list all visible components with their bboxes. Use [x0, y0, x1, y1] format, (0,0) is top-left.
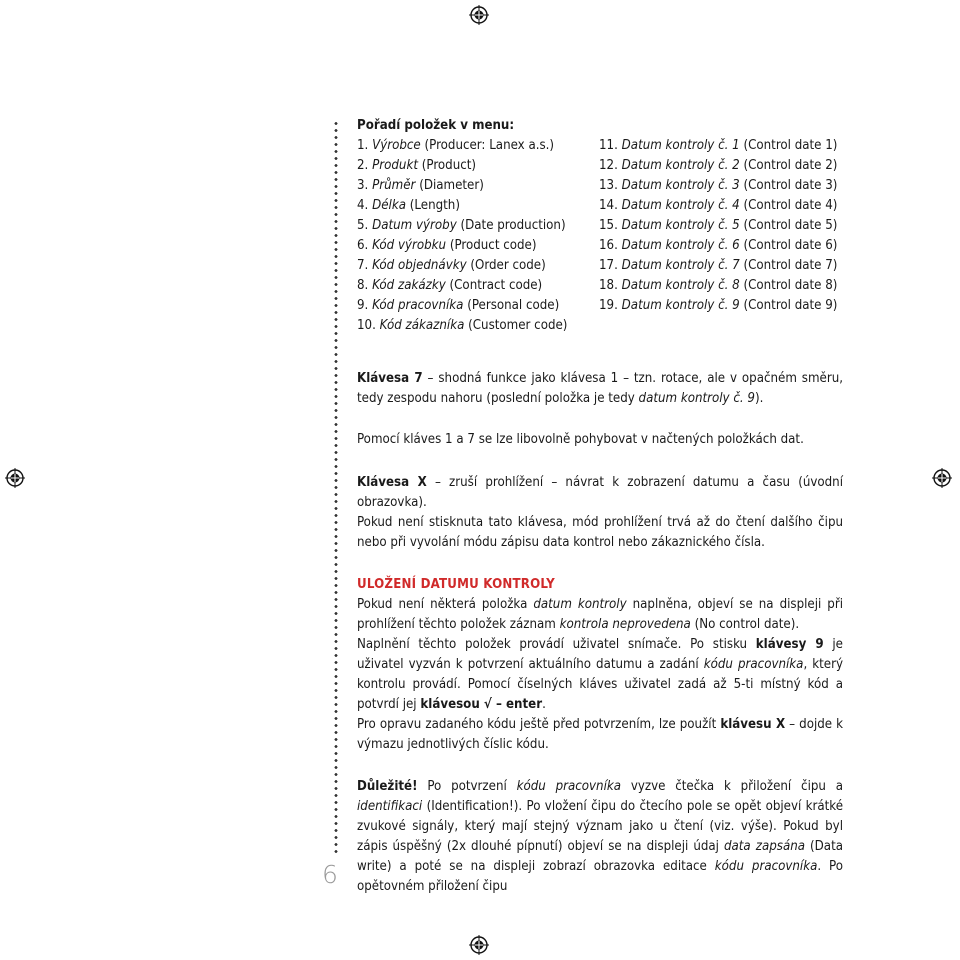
menu-item: 17. Datum kontroly č. 7 (Control date 7) — [599, 258, 838, 273]
menu-item: 18. Datum kontroly č. 8 (Control date 8) — [599, 278, 838, 293]
registration-mark-top — [469, 5, 489, 25]
menu-item: 3. Průměr (Diameter) — [357, 178, 484, 193]
menu-item: 7. Kód objednávky (Order code) — [357, 258, 546, 273]
menu-item: 16. Datum kontroly č. 6 (Control date 6) — [599, 238, 838, 253]
registration-mark-left — [5, 468, 25, 488]
key7-paragraph: Klávesa 7 – shodná funkce jako klávesa 1 – tzn. rotace, ale v opačném směru, tedy zespodu nahoru (poslední položka je tedy datum kontroly č. 9). — [357, 371, 843, 406]
menu-item: 19. Datum kontroly č. 9 (Control date 9) — [599, 298, 838, 313]
registration-mark-bottom — [469, 935, 489, 955]
registration-mark-right — [932, 468, 952, 488]
page-number: 6 — [322, 860, 338, 889]
menu-item: 11. Datum kontroly č. 1 (Control date 1) — [599, 138, 838, 153]
keyx-paragraph: Klávesa X – zruší prohlížení – návrat k zobrazení datumu a času (úvodní obrazovka). — [357, 475, 843, 510]
section-paragraph-2: Naplnění těchto položek provádí uživatel snímače. Po stisku klávesy 9 je uživatel vyzván k potvrzení aktuálního datumu a zadání kódu pracovníka, který kontrolu provádí. Pomocí číselných kláves uživatel zadá až 5-ti místný kód a potvrdí jej klávesou √ – enter. — [357, 637, 843, 712]
menu-title: Pořadí položek v menu: — [357, 118, 515, 133]
menu-item: 5. Datum výroby (Date production) — [357, 218, 566, 233]
menu-item: 1. Výrobce (Producer: Lanex a.s.) — [357, 138, 555, 153]
menu-item: 15. Datum kontroly č. 5 (Control date 5) — [599, 218, 838, 233]
section-paragraph-3: Pro opravu zadaného kódu ještě před potvrzením, lze použít klávesu X – dojde k výmazu jednotlivých číslic kódu. — [357, 717, 843, 752]
menu-item: 6. Kód výrobku (Product code) — [357, 238, 537, 253]
keys-note-paragraph: Pomocí kláves 1 a 7 se lze libovolně pohybovat v načtených položkách dat. — [357, 432, 804, 447]
menu-left-column — [357, 136, 595, 336]
keyx-note-paragraph: Pokud není stisknuta tato klávesa, mód prohlížení trvá až do čtení dalšího čipu nebo při vyvolání módu zápisu data kontrol nebo zákaznického čísla. — [357, 515, 843, 550]
menu-item: 4. Délka (Length) — [357, 198, 460, 213]
menu-item: 10. Kód zákazníka (Customer code) — [357, 318, 568, 333]
menu-item: 12. Datum kontroly č. 2 (Control date 2) — [599, 158, 838, 173]
section-paragraph-1: Pokud není některá položka datum kontroly naplněna, objeví se na displeji při prohlížení těchto položek záznam kontrola neprovedena (No control date). — [357, 597, 843, 632]
section-heading: ULOŽENÍ DATUMU KONTROLY — [357, 577, 555, 592]
important-paragraph: Důležité! Po potvrzení kódu pracovníka vyzve čtečka k přiložení čipu a identifikaci (Identification!). Po vložení čipu do čtecího pole se opět objeví krátké zvukové signály, který mají stejný význam jako u čtení (viz. výše). Pokud byl zápis úspěšný (2x dlouhé pípnutí) objeví se na displeji údaj data zapsána (Data write) a poté se na displeji zobrazí obrazovka editace kódu pracovníka. Po opětovném přiložení čipu — [357, 779, 844, 894]
dotted-margin-line — [334, 120, 338, 855]
menu-columns — [357, 136, 843, 336]
menu-item: 13. Datum kontroly č. 3 (Control date 3) — [599, 178, 838, 193]
menu-right-column — [595, 136, 843, 336]
menu-item: 9. Kód pracovníka (Personal code) — [357, 298, 560, 313]
menu-item: 8. Kód zakázky (Contract code) — [357, 278, 543, 293]
menu-item: 14. Datum kontroly č. 4 (Control date 4) — [599, 198, 838, 213]
page-content — [357, 116, 843, 897]
menu-item: 2. Produkt (Product) — [357, 158, 477, 173]
